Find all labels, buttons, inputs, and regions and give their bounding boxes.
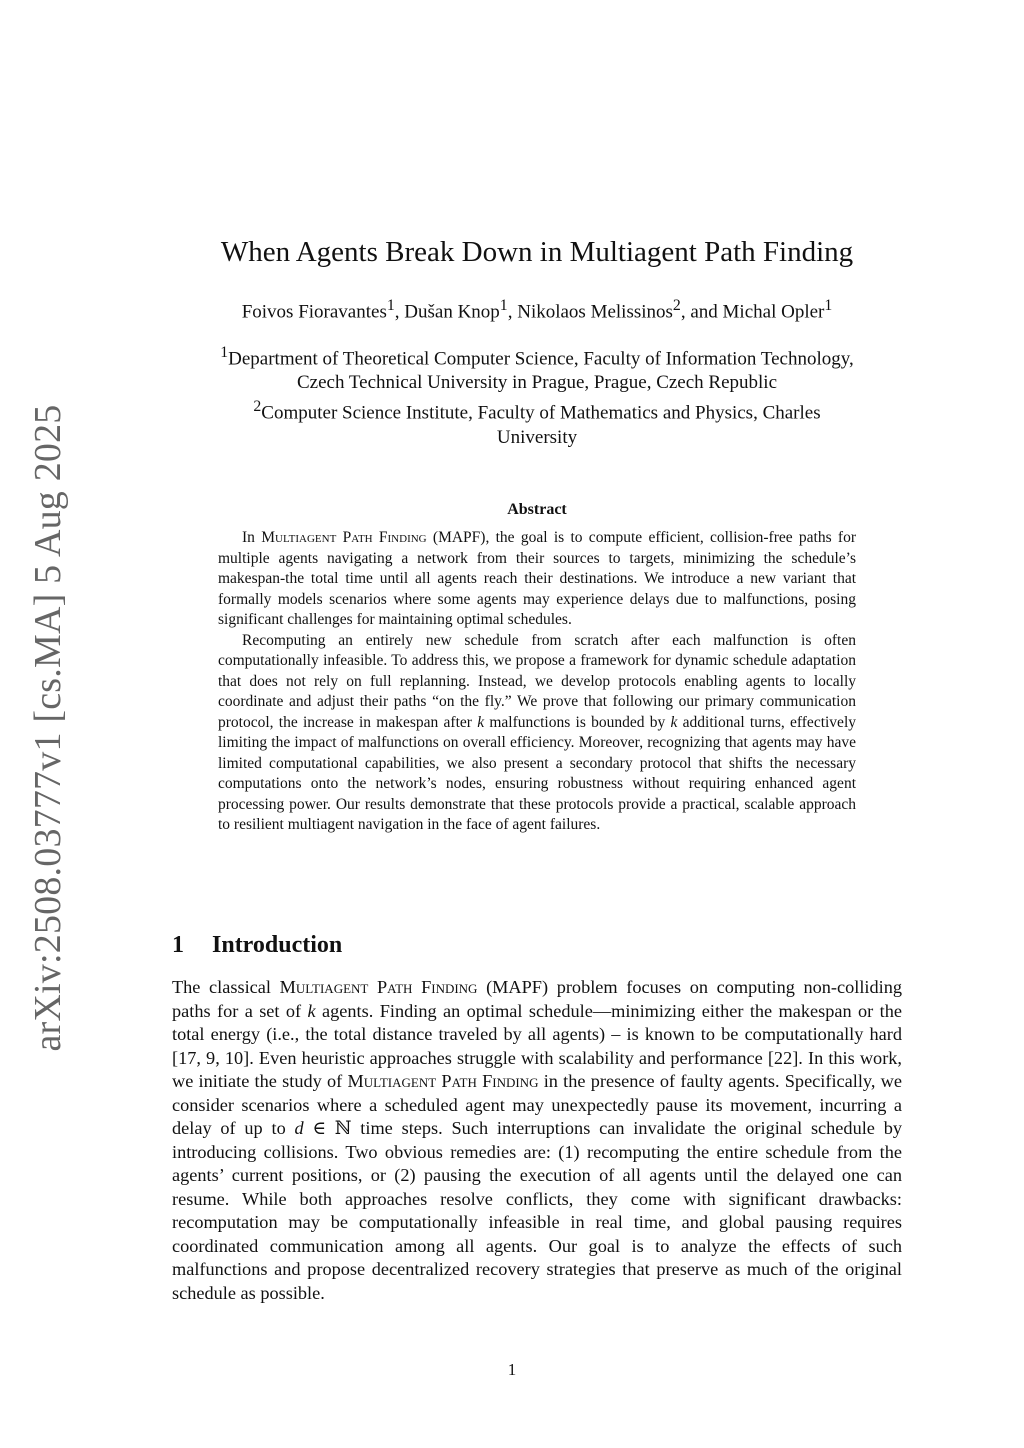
author-affiliation-mark: 2 bbox=[672, 297, 681, 314]
math-variable: k bbox=[477, 713, 485, 731]
affiliation-text: Computer Science Institute, Faculty of Mathematics and Physics, Charles bbox=[261, 402, 821, 424]
abstract-paragraph bbox=[218, 528, 856, 631]
introduction-paragraph bbox=[172, 976, 902, 1305]
body-text: (MAPF) problem focuses on computing non-colliding paths for a set of bbox=[172, 977, 902, 1021]
problem-name: Multiagent Path Finding bbox=[279, 977, 478, 997]
affiliation-line: Czech Technical University in Prague, Prague, Czech Republic bbox=[296, 372, 778, 394]
affiliation-mark: 2 bbox=[253, 398, 262, 416]
abstract-text: In bbox=[242, 529, 262, 546]
author-affiliation-mark: 1 bbox=[824, 297, 833, 314]
abstract-text: (MAPF), the goal is to compute efficient, collision-free paths for multiple agents navigating a network from their sources to targets, minimizing the schedule’s makespan-the total time until all agents reach their destinations. We introduce a new variant that formally models scenarios where some agents may experience delays due to malfunctions, posing significant challenges for maintaining optimal schedules. bbox=[218, 529, 856, 628]
arxiv-identifier-stamp: arXiv:2508.03777v1 [cs.MA] 5 Aug 2025 bbox=[27, 404, 69, 1052]
author-name: Nikolaos Melissinos bbox=[517, 301, 673, 323]
abstract-text: malfunctions is bounded by bbox=[484, 713, 671, 731]
section-title: Introduction bbox=[212, 932, 343, 958]
math-variable: d bbox=[294, 1118, 304, 1138]
author-name: Michal Opler bbox=[722, 301, 825, 323]
page-number: 1 bbox=[507, 1360, 517, 1379]
abstract-text: Recomputing an entirely new schedule from scratch after each malfunction is often computationally infeasible. To address this, we propose a framework for dynamic schedule adaptation that does not rely on full replanning. Instead, we develop protocols enabling agents to locally coordinate and adjust their paths “on the fly.” We prove that following our primary communication protocol, the increase in makespan after bbox=[218, 631, 856, 731]
abstract-body bbox=[218, 528, 856, 836]
affiliation-mark: 1 bbox=[220, 344, 229, 361]
paper-title: When Agents Break Down in Multiagent Path Finding bbox=[220, 236, 854, 268]
body-text: ∈ ℕ time steps. Such interruptions can invalidate the original schedule by introducing collisions. Two obvious remedies are: (1) recomputing the entire schedule from the agents’ current positions, or (2) pausing the execution of all agents until the delayed one can resume. While both approaches resolve conflicts, they come with significant drawbacks: recomputation may be computationally infeasible in real time, and global pausing requires coordinated communication among all agents. Our goal is to analyze the effects of such malfunctions and propose decentralized recovery strategies that preserve as much of the original schedule as possible. bbox=[172, 1118, 902, 1303]
body-text: agents. Finding an optimal schedule—minimizing either the makespan or the total energy (i.e., the total distance traveled by all agents) – is known to be computationally hard [17, 9, 10]. Even heuristic approaches struggle with scalability and performance [22]. In this work, we initiate the study of bbox=[172, 1000, 902, 1091]
problem-name: Multiagent Path Finding bbox=[347, 1071, 539, 1091]
author-separator: , bbox=[507, 301, 518, 323]
abstract-paragraph bbox=[218, 631, 856, 836]
affiliation-line bbox=[172, 395, 902, 425]
math-variable: k bbox=[670, 713, 678, 731]
affiliation-line: University bbox=[496, 426, 578, 448]
author-name: Dušan Knop bbox=[404, 301, 500, 323]
abstract-heading: Abstract bbox=[507, 501, 567, 518]
affiliation-text: Department of Theoretical Computer Science, Faculty of Information Technology, bbox=[228, 348, 854, 370]
math-variable: k bbox=[307, 1000, 316, 1021]
problem-name: Multiagent Path Finding bbox=[261, 529, 427, 546]
body-text: in the presence of faulty agents. Specifically, we consider scenarios where a scheduled agent may unexpectedly pause its movement, incurring a delay of up to bbox=[172, 1071, 903, 1138]
affiliation-line bbox=[172, 341, 902, 371]
author-affiliation-mark: 1 bbox=[499, 297, 508, 314]
affiliation-block bbox=[172, 341, 902, 450]
introduction-body bbox=[172, 976, 902, 1305]
body-text: The classical bbox=[172, 977, 280, 997]
abstract-text: additional turns, effectively limiting the impact of malfunctions on overall efficiency. Moreover, recognizing that agents may have limited computational capabilities, we also present a secondary protocol that shifts the necessary computations onto the network’s nodes, ensuring robustness without requiring enhanced agent processing power. Our results demonstrate that these protocols provide a practical, scalable approach to resilient multiagent navigation in the face of agent failures. bbox=[218, 713, 856, 833]
author-separator: , bbox=[394, 301, 405, 323]
author-list bbox=[172, 297, 902, 323]
author-affiliation-mark: 1 bbox=[386, 297, 395, 314]
section-number: 1 bbox=[172, 932, 184, 958]
author-name: Foivos Fioravantes bbox=[241, 301, 387, 323]
author-separator: , and bbox=[680, 301, 723, 323]
section-heading-introduction bbox=[172, 932, 342, 959]
